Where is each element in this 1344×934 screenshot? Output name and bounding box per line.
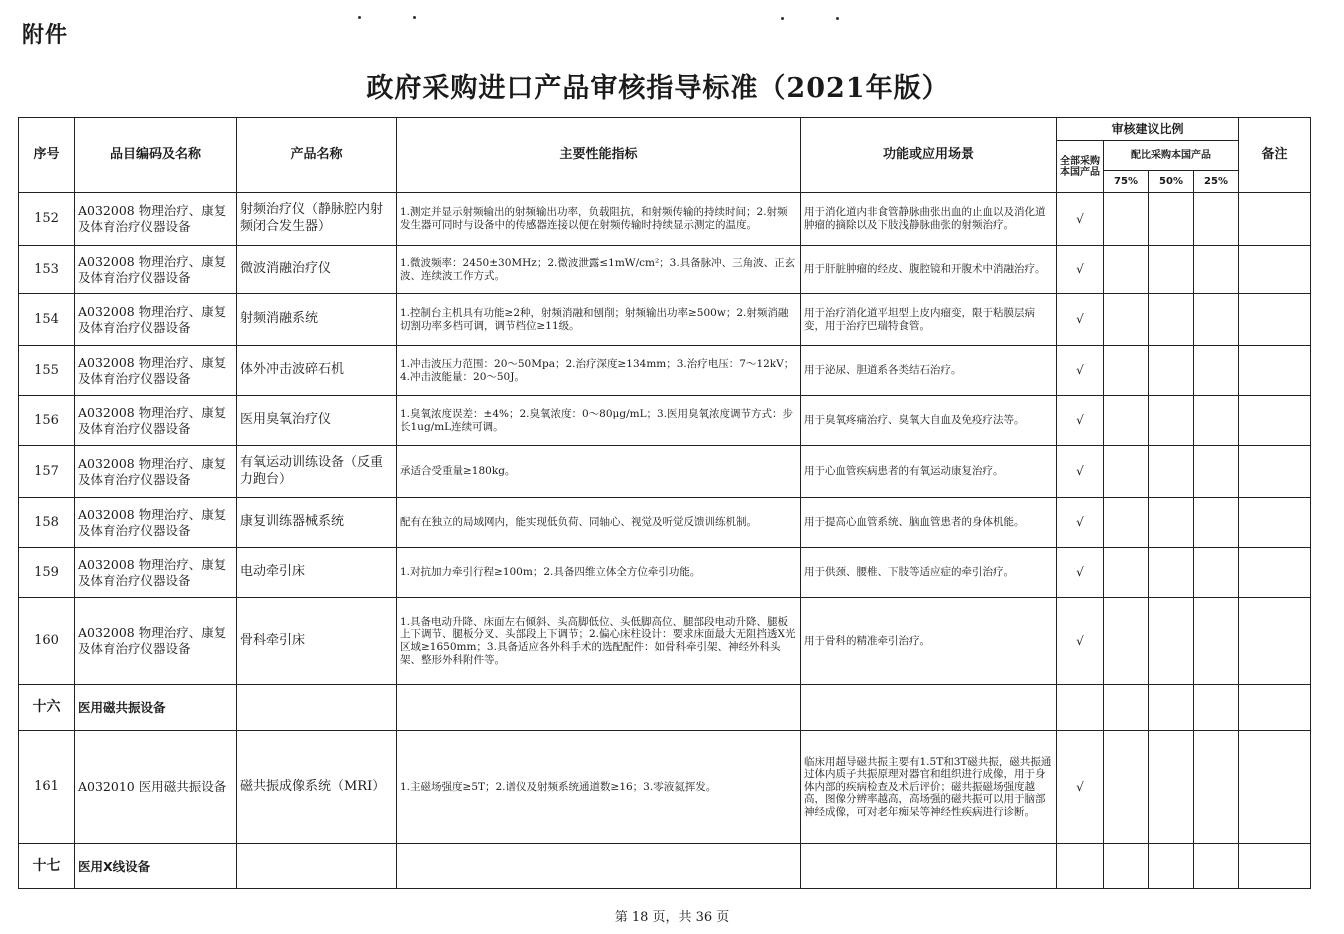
cell-seq: 156 xyxy=(19,396,75,446)
cell-category: A032008 物理治疗、康复及体育治疗仪器设备 xyxy=(75,446,237,498)
cell-seq: 161 xyxy=(19,731,75,844)
empty-cell xyxy=(1104,844,1149,889)
cell-50 xyxy=(1149,498,1194,548)
cell-25 xyxy=(1194,193,1239,246)
document-title: 政府采购进口产品审核指导标准（2021年版） xyxy=(366,73,950,104)
cell-seq: 159 xyxy=(19,548,75,598)
table-row xyxy=(19,548,1311,598)
table-row xyxy=(19,598,1311,685)
scan-speck xyxy=(358,16,361,19)
cell-25 xyxy=(1194,731,1239,844)
cell-25 xyxy=(1194,294,1239,346)
standards-table xyxy=(18,117,1311,889)
cell-75 xyxy=(1104,193,1149,246)
empty-cell xyxy=(237,844,397,889)
section-number: 十七 xyxy=(19,844,75,889)
cell-function: 用于治疗消化道平坦型上皮内瘤变，限于粘膜层病变，用于治疗巴瑞特食管。 xyxy=(801,294,1057,346)
cell-50 xyxy=(1149,396,1194,446)
table-row xyxy=(19,498,1311,548)
cell-75 xyxy=(1104,346,1149,396)
cell-specs: 承适合受重量≥180kg。 xyxy=(397,446,801,498)
cell-category: A032008 物理治疗、康复及体育治疗仪器设备 xyxy=(75,193,237,246)
cell-product: 射频治疗仪（静脉腔内射频闭合发生器） xyxy=(237,193,397,246)
cell-all-domestic-check: √ xyxy=(1057,731,1104,844)
cell-75 xyxy=(1104,246,1149,294)
cell-function: 临床用超导磁共振主要有1.5T和3T磁共振，磁共振通过体内质子共振原理对器官和组织进行成像，用于身体内部的疾病检查及术后评价；磁共振磁场强度越高，图像分辨率越高，高场强的磁共振可以用于脑部神经成像，可对老年痴呆等神经性疾病进行诊断。 xyxy=(801,731,1057,844)
cell-all-domestic-check: √ xyxy=(1057,498,1104,548)
table-row xyxy=(19,396,1311,446)
table-row xyxy=(19,246,1311,294)
table-body xyxy=(19,193,1311,889)
table-row xyxy=(19,294,1311,346)
section-number: 十六 xyxy=(19,685,75,731)
cell-specs: 1.具备电动升降、床面左右倾斜、头高脚低位、头低脚高位、腿部段电动升降、腿板上下调节、腿板分叉、头部段上下调节；2.偏心床柱设计：要求床面最大无阻挡透X光区域≥1650mm；3.具备适应各外科手术的选配配件：如骨科牵引架、神经外科头架、整形外科附件等。 xyxy=(397,598,801,685)
cell-remarks xyxy=(1239,294,1311,346)
cell-product: 微波消融治疗仪 xyxy=(237,246,397,294)
cell-product: 射频消融系统 xyxy=(237,294,397,346)
cell-specs: 1.微波频率：2450±30MHz；2.微波泄露≤1mW/cm²；3.具备脉冲、三角波、正玄波、连续波工作方式。 xyxy=(397,246,801,294)
cell-seq: 153 xyxy=(19,246,75,294)
empty-cell xyxy=(1104,685,1149,731)
cell-25 xyxy=(1194,396,1239,446)
cell-75 xyxy=(1104,446,1149,498)
header-category: 品目编码及名称 xyxy=(75,118,237,193)
cell-remarks xyxy=(1239,548,1311,598)
cell-75 xyxy=(1104,598,1149,685)
header-all-domestic: 全部采购本国产品 xyxy=(1057,141,1104,193)
cell-seq: 160 xyxy=(19,598,75,685)
cell-product: 康复训练器械系统 xyxy=(237,498,397,548)
cell-product: 骨科牵引床 xyxy=(237,598,397,685)
cell-seq: 152 xyxy=(19,193,75,246)
cell-25 xyxy=(1194,598,1239,685)
attachment-label: 附件 xyxy=(22,23,69,48)
header-partial-domestic: 配比采购本国产品 xyxy=(1104,141,1239,171)
cell-product: 医用臭氧治疗仪 xyxy=(237,396,397,446)
cell-25 xyxy=(1194,446,1239,498)
cell-50 xyxy=(1149,246,1194,294)
cell-product: 磁共振成像系统（MRI） xyxy=(237,731,397,844)
cell-all-domestic-check: √ xyxy=(1057,598,1104,685)
cell-75 xyxy=(1104,294,1149,346)
cell-50 xyxy=(1149,346,1194,396)
section-name: 医用磁共振设备 xyxy=(75,685,237,731)
empty-cell xyxy=(1239,685,1311,731)
cell-50 xyxy=(1149,294,1194,346)
cell-category: A032008 物理治疗、康复及体育治疗仪器设备 xyxy=(75,294,237,346)
page-footer: 第 18 页，共 36 页 xyxy=(614,910,730,925)
cell-seq: 155 xyxy=(19,346,75,396)
empty-cell xyxy=(1194,685,1239,731)
cell-25 xyxy=(1194,548,1239,598)
cell-remarks xyxy=(1239,246,1311,294)
table-row xyxy=(19,346,1311,396)
empty-cell xyxy=(1239,844,1311,889)
cell-25 xyxy=(1194,346,1239,396)
cell-category: A032008 物理治疗、康复及体育治疗仪器设备 xyxy=(75,598,237,685)
cell-50 xyxy=(1149,598,1194,685)
cell-specs: 1.主磁场强度≥5T；2.谱仪及射频系统通道数≥16；3.零液氦挥发。 xyxy=(397,731,801,844)
cell-25 xyxy=(1194,498,1239,548)
cell-all-domestic-check: √ xyxy=(1057,246,1104,294)
cell-function: 用于心血管疾病患者的有氧运动康复治疗。 xyxy=(801,446,1057,498)
cell-function: 用于泌尿、胆道系各类结石治疗。 xyxy=(801,346,1057,396)
cell-specs: 1.测定并显示射频输出的射频输出功率，负载阻抗，和射频传输的持续时间；2.射频发生器可同时与设备中的传感器连接以便在射频传输时持续显示测定的温度。 xyxy=(397,193,801,246)
cell-function: 用于肝脏肿瘤的经皮、腹腔镜和开腹术中消融治疗。 xyxy=(801,246,1057,294)
cell-remarks xyxy=(1239,598,1311,685)
cell-all-domestic-check: √ xyxy=(1057,446,1104,498)
cell-function: 用于供颈、腰椎、下肢等适应症的牵引治疗。 xyxy=(801,548,1057,598)
scan-speck xyxy=(413,16,416,19)
header-function: 功能或应用场景 xyxy=(801,118,1057,193)
cell-50 xyxy=(1149,193,1194,246)
empty-cell xyxy=(1057,685,1104,731)
cell-remarks xyxy=(1239,446,1311,498)
table-row xyxy=(19,731,1311,844)
section-row xyxy=(19,685,1311,731)
cell-remarks xyxy=(1239,193,1311,246)
cell-function: 用于消化道内非食管静脉曲张出血的止血以及消化道肿瘤的摘除以及下肢浅静脉曲张的射频治疗。 xyxy=(801,193,1057,246)
cell-all-domestic-check: √ xyxy=(1057,294,1104,346)
header-seq: 序号 xyxy=(19,118,75,193)
scan-speck xyxy=(836,17,839,20)
cell-75 xyxy=(1104,548,1149,598)
cell-all-domestic-check: √ xyxy=(1057,193,1104,246)
cell-remarks xyxy=(1239,396,1311,446)
cell-all-domestic-check: √ xyxy=(1057,346,1104,396)
empty-cell xyxy=(801,844,1057,889)
cell-product: 有氧运动训练设备（反重力跑台） xyxy=(237,446,397,498)
cell-75 xyxy=(1104,731,1149,844)
cell-specs: 1.控制台主机具有功能≥2种，射频消融和刨削；射频输出功率≥500w；2.射频消融切割功率多档可调，调节档位≥11级。 xyxy=(397,294,801,346)
empty-cell xyxy=(1194,844,1239,889)
header-25: 25% xyxy=(1194,171,1239,193)
cell-all-domestic-check: √ xyxy=(1057,548,1104,598)
cell-seq: 154 xyxy=(19,294,75,346)
section-name: 医用X线设备 xyxy=(75,844,237,889)
cell-specs: 配有在独立的局域网内，能实现低负荷、同轴心、视觉及听觉反馈训练机制。 xyxy=(397,498,801,548)
cell-seq: 158 xyxy=(19,498,75,548)
cell-50 xyxy=(1149,731,1194,844)
table-row xyxy=(19,193,1311,246)
cell-category: A032008 物理治疗、康复及体育治疗仪器设备 xyxy=(75,246,237,294)
header-75: 75% xyxy=(1104,171,1149,193)
cell-seq: 157 xyxy=(19,446,75,498)
empty-cell xyxy=(1149,844,1194,889)
empty-cell xyxy=(801,685,1057,731)
empty-cell xyxy=(1057,844,1104,889)
cell-all-domestic-check: √ xyxy=(1057,396,1104,446)
cell-function: 用于提高心血管系统、脑血管患者的身体机能。 xyxy=(801,498,1057,548)
cell-function: 用于臭氧疼痛治疗、臭氧大自血及免疫疗法等。 xyxy=(801,396,1057,446)
cell-specs: 1.对抗加力牵引行程≥100m；2.具备四维立体全方位牵引功能。 xyxy=(397,548,801,598)
cell-category: A032008 物理治疗、康复及体育治疗仪器设备 xyxy=(75,498,237,548)
cell-remarks xyxy=(1239,731,1311,844)
cell-50 xyxy=(1149,446,1194,498)
cell-category: A032008 物理治疗、康复及体育治疗仪器设备 xyxy=(75,346,237,396)
cell-75 xyxy=(1104,498,1149,548)
scan-speck xyxy=(781,17,784,20)
cell-specs: 1.臭氧浓度误差：±4%；2.臭氧浓度：0～80μg/mL；3.医用臭氧浓度调节方式：步长1ug/mL连续可调。 xyxy=(397,396,801,446)
empty-cell xyxy=(237,685,397,731)
header-remarks: 备注 xyxy=(1239,118,1311,193)
cell-product: 体外冲击波碎石机 xyxy=(237,346,397,396)
header-product: 产品名称 xyxy=(237,118,397,193)
empty-cell xyxy=(1149,685,1194,731)
cell-75 xyxy=(1104,396,1149,446)
empty-cell xyxy=(397,685,801,731)
cell-25 xyxy=(1194,246,1239,294)
header-ratio: 审核建议比例 xyxy=(1057,118,1239,141)
cell-specs: 1.冲击波压力范围：20～50Mpa；2.治疗深度≥134mm；3.治疗电压：7～12kV；4.冲击波能量：20～50J。 xyxy=(397,346,801,396)
empty-cell xyxy=(397,844,801,889)
cell-50 xyxy=(1149,548,1194,598)
section-row xyxy=(19,844,1311,889)
cell-category: A032010 医用磁共振设备 xyxy=(75,731,237,844)
cell-remarks xyxy=(1239,346,1311,396)
cell-category: A032008 物理治疗、康复及体育治疗仪器设备 xyxy=(75,396,237,446)
cell-product: 电动牵引床 xyxy=(237,548,397,598)
cell-function: 用于骨科的精准牵引治疗。 xyxy=(801,598,1057,685)
header-specs: 主要性能指标 xyxy=(397,118,801,193)
cell-remarks xyxy=(1239,498,1311,548)
cell-category: A032008 物理治疗、康复及体育治疗仪器设备 xyxy=(75,548,237,598)
header-50: 50% xyxy=(1149,171,1194,193)
table-row xyxy=(19,446,1311,498)
